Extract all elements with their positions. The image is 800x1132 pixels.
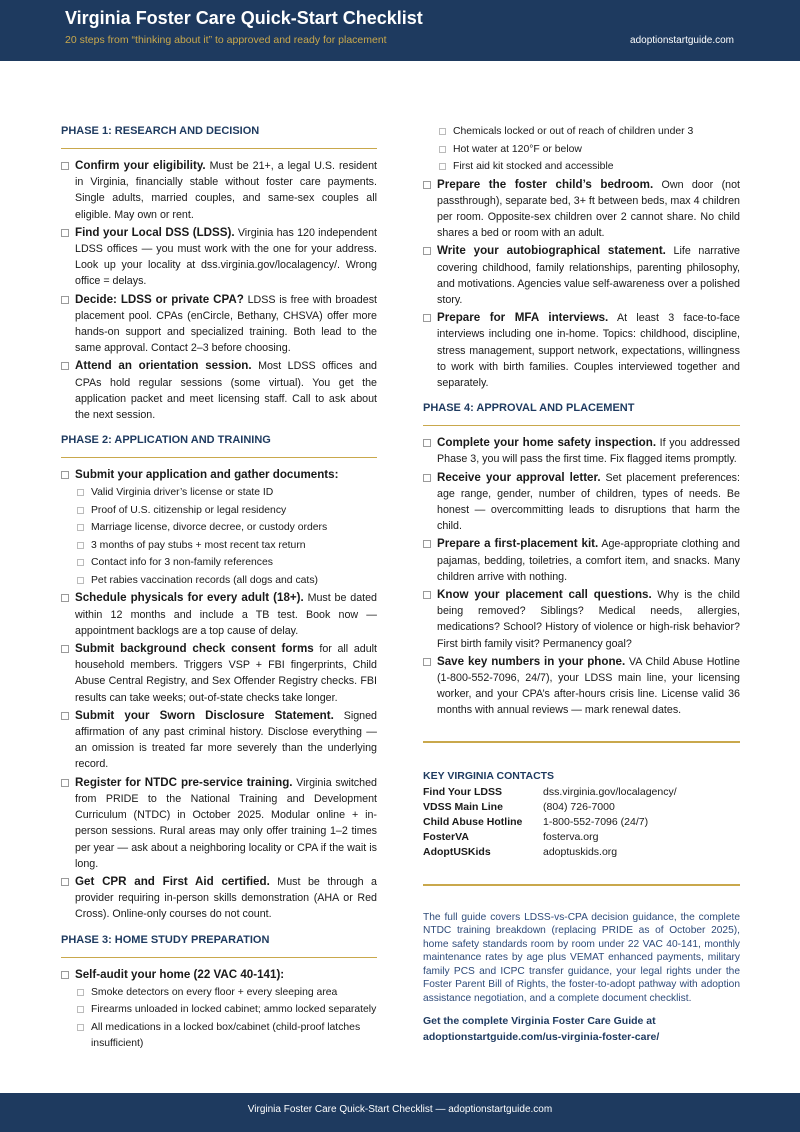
checkbox-icon[interactable]	[439, 128, 446, 135]
contact-value: 1-800-552-7096 (24/7)	[543, 815, 649, 828]
sub-item	[61, 1002, 377, 1019]
checklist-item	[61, 775, 377, 872]
contact-row	[423, 815, 677, 830]
checkbox-icon[interactable]	[61, 712, 69, 720]
checklist-item	[61, 874, 377, 923]
checkbox-icon[interactable]	[77, 524, 84, 531]
item-title: Register for NTDC pre-service training.	[75, 775, 293, 789]
contact-value: dss.virginia.gov/localagency/	[543, 785, 677, 798]
checklist-item	[61, 292, 377, 357]
checkbox-icon[interactable]	[77, 989, 84, 996]
sub-item-text: Marriage license, divorce decree, or custody orders	[91, 522, 328, 534]
sub-item	[61, 503, 377, 520]
sub-item	[61, 573, 377, 590]
sub-item-text: First aid kit stocked and accessible	[453, 161, 614, 172]
item-body: VA Child Abuse Hotline (1-800-552-7096, 24/7), your LDSS main line, your licensing worker, and your CPA’s after-hours crisis line. License valid 36 months with annual reviews — mark renewal dates.	[437, 655, 740, 717]
sub-item	[423, 142, 740, 159]
sub-item	[61, 1020, 377, 1053]
item-title: Prepare for MFA interviews.	[437, 311, 609, 325]
contact-value: adoptuskids.org	[543, 845, 618, 858]
contact-row	[423, 830, 677, 845]
item-title: Write your autobiographical statement.	[437, 244, 666, 258]
checklist-item	[61, 158, 377, 223]
item-title: Self-audit your home (22 VAC 40-141):	[75, 967, 285, 981]
item-body: If you addressed Phase 3, you will pass the first time. Fix flagged items promptly.	[437, 437, 740, 466]
contact-label: VDSS Main Line	[423, 800, 503, 813]
item-title: Confirm your eligibility.	[75, 159, 206, 172]
checkbox-icon[interactable]	[423, 247, 431, 255]
checklist-item	[423, 470, 740, 535]
contact-row	[423, 800, 677, 815]
item-body: for all adult household members. Triggers VSP + FBI fingerprints, Child Abuse Central Registry, and Sex Offender Registry checks. FBI results can take weeks; out-of-state checks take longer.	[75, 643, 377, 704]
item-body: LDSS is free with broadest placement pool. CPAs (enCircle, Bethany, CHSVA) offer more hands-on support and specialized training. Both lead to the same approval. Contact 2–3 before choosing.	[75, 293, 378, 355]
sub-item	[423, 124, 740, 141]
checkbox-icon[interactable]	[61, 229, 69, 237]
sub-item	[61, 520, 377, 537]
item-title: Receive your approval letter.	[437, 470, 601, 484]
checkbox-icon[interactable]	[61, 471, 69, 479]
header-url: adoptionstartguide.com	[630, 35, 734, 46]
checkbox-icon[interactable]	[61, 162, 69, 170]
item-body: Life narrative covering childhood, family relationships, parenting philosophy, and motivations. Agencies value self-awareness over a polished story.	[437, 245, 740, 306]
item-title: Prepare a first-placement kit.	[437, 537, 599, 551]
promo-text: The full guide covers LDSS-vs-CPA decision guidance, the complete NTDC training breakdown (replacing PRIDE as of October 2025), home safety standards room by room under 22 VAC 40-141, monthly maintenance rates by age plus VEMAT enhanced payments, military family PCS and ICPC transfer guidance, your legal rights under the Foster Parent Bill of Rights, the foster-to-adopt pathway with adoption assistance negotiation, and a complete document checklist.	[423, 911, 740, 1004]
checkbox-icon[interactable]	[77, 1006, 84, 1013]
item-body: Own door (not passthrough), separate bed, 3+ ft between beds, max 4 children per room. Opposite-sex children over 2 cannot share. No child shares a bed or room with an adult.	[437, 178, 740, 240]
page-footer: Virginia Foster Care Quick-Start Checklist — adoptionstartguide.com	[0, 1093, 800, 1132]
item-body: Most LDSS offices and CPAs hold regular sessions (some virtual). You get the application packet and meet licensing staff. Call to ask about the next session.	[75, 360, 377, 422]
contact-label: AdoptUSKids	[423, 845, 491, 858]
checklist-item	[423, 177, 740, 242]
phase-2-heading: PHASE 2: APPLICATION AND TRAINING	[61, 433, 377, 458]
checklist-item	[423, 243, 740, 308]
checklist-item	[61, 967, 377, 983]
phase-3-heading: PHASE 3: HOME STUDY PREPARATION	[61, 933, 377, 958]
item-body: Signed affirmation of any past criminal history. Disclose everything — an omission is treated far more severely than the underlying record.	[75, 709, 377, 771]
item-title: Know your placement call questions.	[437, 587, 652, 601]
sub-item	[61, 538, 377, 555]
page-title: Virginia Foster Care Quick-Start Checklist	[65, 8, 423, 28]
checkbox-icon[interactable]	[423, 181, 431, 189]
sub-item-text: Smoke detectors on every floor + every sleeping area	[91, 986, 338, 998]
divider	[423, 741, 740, 743]
item-title: Attend an orientation session.	[75, 359, 252, 373]
contact-label: Find Your LDSS	[423, 785, 502, 798]
checkbox-icon[interactable]	[423, 474, 431, 482]
checkbox-icon[interactable]	[423, 314, 431, 322]
sub-item-text: Pet rabies vaccination records (all dogs and cats)	[91, 574, 318, 586]
checkbox-icon[interactable]	[61, 779, 69, 787]
item-title: Submit your application and gather documents:	[75, 468, 339, 482]
checkbox-icon[interactable]	[61, 645, 69, 653]
checkbox-icon[interactable]	[77, 489, 84, 496]
sub-item-text: Proof of U.S. citizenship or legal residency	[91, 504, 287, 516]
checklist-item	[61, 358, 377, 423]
checklist-item	[61, 590, 377, 639]
checkbox-icon[interactable]	[61, 971, 69, 979]
checkbox-icon[interactable]	[77, 577, 84, 584]
contact-label: FosterVA	[423, 830, 469, 843]
left-column	[61, 124, 377, 1054]
item-title: Submit background check consent forms	[75, 642, 314, 656]
contacts-table	[423, 785, 677, 860]
contact-row	[423, 785, 677, 800]
contact-label: Child Abuse Hotline	[423, 815, 523, 828]
checkbox-icon[interactable]	[423, 658, 431, 666]
sub-item-text: Chemicals locked or out of reach of children under 3	[453, 126, 694, 137]
checkbox-icon[interactable]	[61, 594, 69, 602]
checkbox-icon[interactable]	[61, 878, 69, 886]
sub-item	[423, 159, 740, 176]
item-title: Schedule physicals for every adult (18+).	[75, 591, 304, 605]
checklist-item	[423, 310, 740, 391]
page-subtitle: 20 steps from “thinking about it” to approved and ready for placement	[65, 34, 387, 46]
checkbox-icon[interactable]	[77, 1024, 84, 1031]
item-body: Why is the child being removed? Siblings? Medical needs, allergies, medications? School? History of violence or high-risk behavior? First birth family visit? Permanency goal?	[437, 588, 740, 650]
contact-value: (804) 726-7000	[543, 800, 615, 813]
checkbox-icon[interactable]	[423, 439, 431, 447]
checklist-item	[61, 467, 377, 483]
checkbox-icon[interactable]	[77, 507, 84, 514]
item-title: Find your Local DSS (LDSS).	[75, 225, 235, 239]
contact-row	[423, 845, 677, 860]
item-title: Submit your Sworn Disclosure Statement.	[75, 708, 334, 722]
checklist-item	[423, 654, 740, 719]
right-column	[423, 124, 740, 1045]
checkbox-icon[interactable]	[77, 542, 84, 549]
checklist-item	[61, 708, 377, 773]
checkbox-icon[interactable]	[61, 296, 69, 304]
sub-item-text: 3 months of pay stubs + most recent tax return	[91, 539, 306, 551]
checkbox-icon[interactable]	[439, 163, 446, 170]
checklist-item	[423, 435, 740, 467]
sub-item	[61, 485, 377, 502]
item-title: Decide: LDSS or private CPA?	[75, 292, 244, 306]
item-title: Get CPR and First Aid certified.	[75, 874, 270, 888]
item-title: Save key numbers in your phone.	[437, 654, 626, 668]
checkbox-icon[interactable]	[77, 559, 84, 566]
contacts-heading: KEY VIRGINIA CONTACTS	[423, 769, 555, 782]
item-body: At least 3 face-to-face interviews including one in-home. Topics: childhood, discipline, stress management, support network, expectations, willingness to work with birth families. Couples interviewed together and separately.	[437, 312, 740, 389]
item-title: Prepare the foster child’s bedroom.	[437, 177, 654, 191]
sub-item-text: All medications in a locked box/cabinet (child-proof latches insufficient)	[91, 1021, 361, 1050]
sub-item-text: Hot water at 120°F or below	[453, 143, 582, 155]
item-body: Virginia switched from PRIDE to the National Training and Development Curriculum (NTDC) in October 2025. Modular online + in-person sessions. Rural areas may only offer training 1–2 times per year — ask about a neighboring locality or CPA if the wait is long.	[75, 776, 377, 870]
sub-item-text: Firearms unloaded in locked cabinet; ammo locked separately	[91, 1004, 377, 1016]
checklist-item	[61, 225, 377, 290]
checklist-item	[423, 587, 740, 652]
divider	[423, 884, 740, 886]
checkbox-icon[interactable]	[423, 591, 431, 599]
item-body: Set placement preferences: age range, gender, number of children, types of needs. Be honest — overcommitting leads to disruptions that harm the child.	[437, 471, 740, 533]
page-header	[0, 0, 800, 61]
guide-link[interactable]	[423, 1013, 740, 1045]
item-body: Age-appropriate clothing and pajamas, bedding, toiletries, a comfort item, and snacks. Many children arrive with nothing.	[437, 538, 740, 583]
contact-value: fosterva.org	[543, 830, 599, 843]
phase-4-heading: PHASE 4: APPROVAL AND PLACEMENT	[423, 401, 740, 426]
phase-1-heading: PHASE 1: RESEARCH AND DECISION	[61, 124, 377, 149]
item-body: Must be through a provider requiring in-person skills demonstration (AHA or Red Cross). Online-only courses do not count.	[75, 875, 377, 921]
sub-item-text: Valid Virginia driver’s license or state ID	[91, 487, 274, 499]
item-body: Must be dated within 12 months and include a TB test. Book now — appointment backlogs are a top cause of delay.	[75, 592, 377, 637]
cta-url[interactable]: adoptionstartguide.com/us-virginia-foster-care/	[423, 1031, 660, 1044]
checklist-item	[61, 641, 377, 706]
checkbox-icon[interactable]	[61, 362, 69, 370]
sub-item-text: Contact info for 3 non-family references	[91, 557, 273, 569]
checklist-item	[423, 536, 740, 585]
item-body: Must be 21+, a legal U.S. resident in Virginia, financially stable without foster care payments. Single adults, married couples, and same-sex couples all eligible. May own or rent.	[75, 160, 377, 221]
checkbox-icon[interactable]	[439, 146, 446, 153]
cta-line: Get the complete Virginia Foster Care Guide at	[423, 1015, 656, 1028]
item-body: Virginia has 120 independent LDSS offices — you must work with the one for your address. Look up your locality at dss.virginia.gov/localagency/. Wrong office = delays.	[75, 226, 377, 288]
sub-item	[61, 555, 377, 572]
checkbox-icon[interactable]	[423, 540, 431, 548]
sub-item	[61, 985, 377, 1002]
item-title: Complete your home safety inspection.	[437, 436, 657, 450]
